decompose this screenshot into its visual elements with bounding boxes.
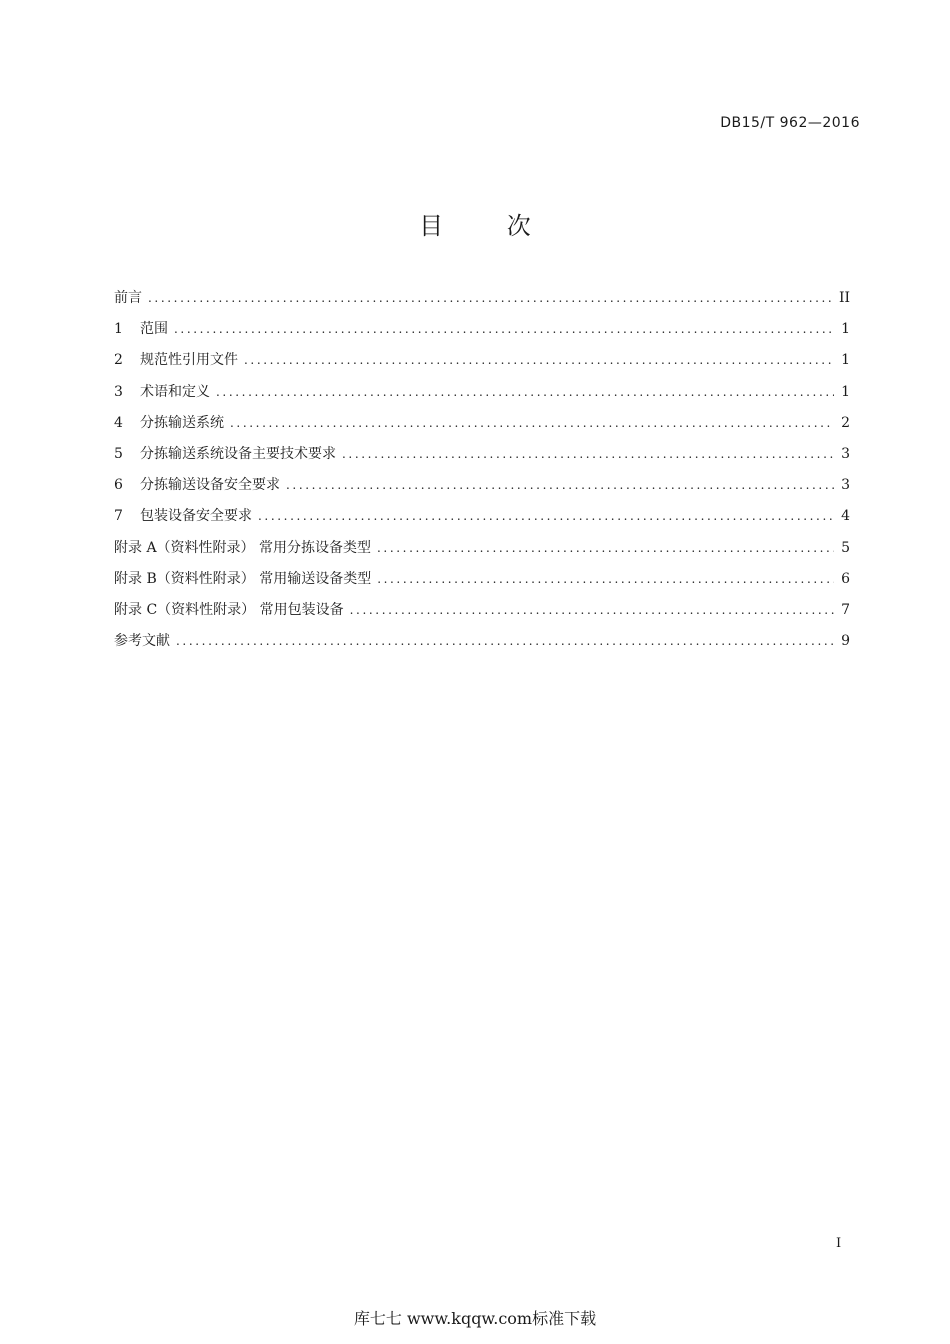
toc-leader-dots	[230, 412, 834, 434]
toc-entry-page: 1	[841, 352, 850, 369]
toc-entry-number: 3	[114, 383, 123, 400]
toc-entry-page: 3	[841, 445, 850, 462]
toc-leader-dots	[377, 568, 834, 590]
toc-entry-sorting-safety[interactable]	[114, 474, 850, 505]
toc-entry-label: 规范性引用文件	[140, 352, 238, 369]
toc-leader-dots	[244, 349, 834, 371]
toc-entry-label: 前言	[114, 290, 142, 306]
footer-watermark: 库七七 www.kqqw.com标准下载	[353, 1309, 597, 1328]
toc-leader-dots	[286, 474, 834, 496]
toc-leader-dots	[174, 318, 834, 340]
toc-entry-page: II	[838, 290, 850, 306]
toc-entry-label: 附录 B（资料性附录） 常用输送设备类型	[114, 570, 372, 587]
toc-leader-dots	[342, 443, 834, 465]
toc-leader-dots	[350, 599, 834, 621]
document-code: DB15/T 962—2016	[720, 115, 860, 131]
toc-entry-label: 参考文献	[114, 633, 170, 650]
toc-entry-label: 包装设备安全要求	[140, 508, 252, 525]
toc-entry-number: 6	[114, 477, 123, 494]
toc-entry-page: 2	[841, 414, 850, 431]
toc-leader-dots	[377, 537, 834, 559]
toc-leader-dots	[258, 505, 834, 527]
toc-entry-label: 附录 A（资料性附录） 常用分拣设备类型	[114, 539, 372, 556]
toc-entry-number: 2	[114, 352, 123, 369]
toc-entry-terms-definitions[interactable]	[114, 381, 850, 412]
toc-entry-page: 1	[841, 383, 850, 400]
toc-entry-label: 分拣输送系统	[140, 414, 224, 431]
toc-entry-page: 4	[841, 508, 850, 525]
toc-entry-label: 术语和定义	[140, 383, 210, 400]
toc-entry-number: 4	[114, 414, 123, 431]
toc-entry-number: 1	[114, 321, 123, 338]
toc-entry-page: 3	[841, 477, 850, 494]
toc-entry-appendix-a[interactable]	[114, 537, 850, 568]
toc-leader-dots	[148, 287, 833, 309]
toc-entry-appendix-b[interactable]	[114, 568, 850, 599]
toc-entry-scope[interactable]	[114, 318, 850, 349]
toc-entry-normative-references[interactable]	[114, 349, 850, 380]
toc-entry-page: 9	[841, 633, 850, 650]
toc-entry-label: 分拣输送设备安全要求	[140, 477, 280, 494]
toc-entry-label: 附录 C（资料性附录） 常用包装设备	[114, 601, 344, 618]
toc-entry-label: 分拣输送系统设备主要技术要求	[140, 445, 336, 462]
toc-entry-bibliography[interactable]	[114, 630, 850, 661]
toc-entry-appendix-c[interactable]	[114, 599, 850, 630]
toc-leader-dots	[176, 630, 834, 652]
toc-entry-packaging-safety[interactable]	[114, 505, 850, 536]
toc-entry-page: 6	[841, 570, 850, 587]
page-number: I	[836, 1236, 842, 1251]
toc-entry-technical-requirements[interactable]	[114, 443, 850, 474]
toc-entry-page: 5	[841, 539, 850, 556]
toc-entry-number: 7	[114, 508, 123, 525]
toc-entry-page: 1	[841, 321, 850, 338]
toc-leader-dots	[216, 381, 834, 403]
toc-entry-foreword[interactable]	[114, 287, 850, 318]
toc-entry-number: 5	[114, 445, 123, 462]
toc-entry-sorting-system[interactable]	[114, 412, 850, 443]
toc-entry-label: 范围	[140, 321, 168, 338]
table-of-contents	[114, 287, 850, 661]
toc-title: 目 次	[419, 212, 559, 240]
toc-entry-page: 7	[841, 601, 850, 618]
